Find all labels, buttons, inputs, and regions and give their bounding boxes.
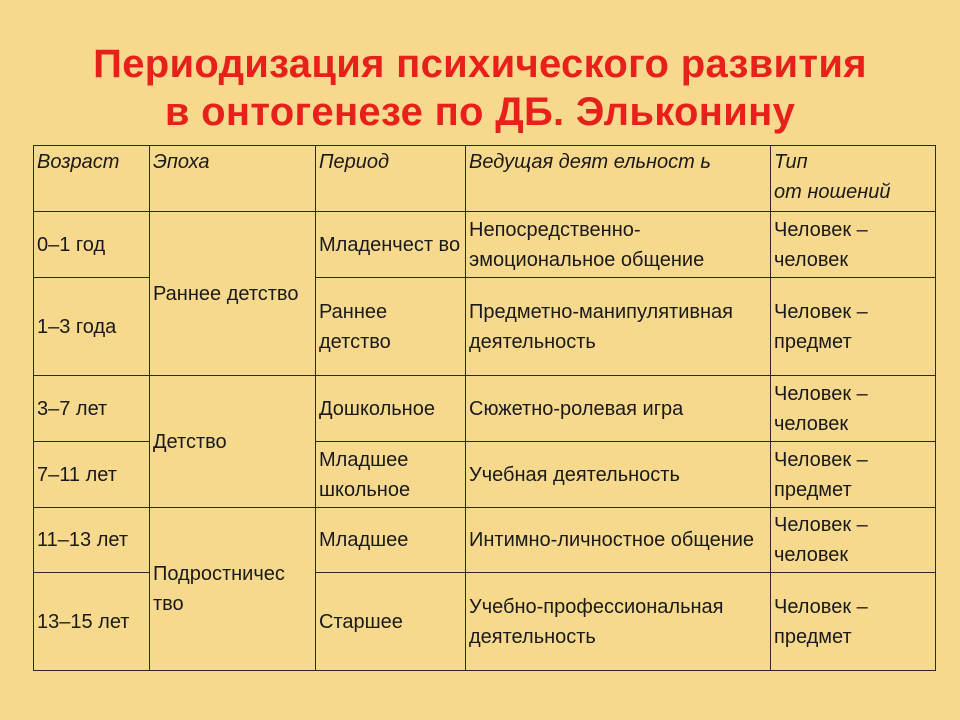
- cell-relation: Человек – предмет: [771, 442, 936, 508]
- cell-relation: Человек – предмет: [771, 278, 936, 376]
- cell-age: 7–11 лет: [34, 442, 150, 508]
- page-title-line-2: в онтогенезе по ДБ. Эльконину: [164, 90, 796, 134]
- cell-relation: Человек – человек: [771, 508, 936, 573]
- cell-period: Раннее детство: [316, 278, 466, 376]
- cell-epoch-childhood: Детство: [150, 376, 316, 508]
- cell-epoch-early-childhood: Раннее детство: [150, 212, 316, 376]
- cell-relation: Человек – предмет: [771, 573, 936, 671]
- cell-activity: Учебно-профессиональная деятельность: [466, 573, 771, 671]
- table-row: [34, 376, 936, 442]
- cell-period: Младшее: [316, 508, 466, 573]
- cell-period: Младенчест во: [316, 212, 466, 278]
- table-row: [34, 212, 936, 278]
- header-relation: [771, 146, 936, 212]
- page-title: [0, 40, 960, 136]
- header-epoch: Эпоха: [150, 146, 316, 212]
- cell-period: Дошкольное: [316, 376, 466, 442]
- cell-activity: Учебная деятельность: [466, 442, 771, 508]
- cell-age: 11–13 лет: [34, 508, 150, 573]
- cell-relation: Человек – человек: [771, 212, 936, 278]
- cell-activity: Непосредственно-эмоциональное общение: [466, 212, 771, 278]
- header-activity: Ведущая деят ельност ь: [466, 146, 771, 212]
- header-period: Период: [316, 146, 466, 212]
- cell-period: Младшее школьное: [316, 442, 466, 508]
- cell-age: 3–7 лет: [34, 376, 150, 442]
- periodization-table: [33, 145, 936, 671]
- table-row: [34, 508, 936, 573]
- cell-epoch-adolescence: Подростничес тво: [150, 508, 316, 671]
- table-header-row: [34, 146, 936, 212]
- cell-age: 0–1 год: [34, 212, 150, 278]
- header-relation-line-2: от ношений: [774, 181, 891, 203]
- cell-age: 1–3 года: [34, 278, 150, 376]
- cell-activity: Интимно-личностное общение: [466, 508, 771, 573]
- header-age: Возраст: [34, 146, 150, 212]
- header-relation-line-1: Тип: [774, 151, 808, 173]
- cell-period: Старшее: [316, 573, 466, 671]
- cell-relation: Человек – человек: [771, 376, 936, 442]
- cell-age: 13–15 лет: [34, 573, 150, 671]
- page-title-line-1: Периодизация психического развития: [93, 42, 867, 86]
- cell-activity: Сюжетно-ролевая игра: [466, 376, 771, 442]
- cell-activity: Предметно-манипулятивная деятельность: [466, 278, 771, 376]
